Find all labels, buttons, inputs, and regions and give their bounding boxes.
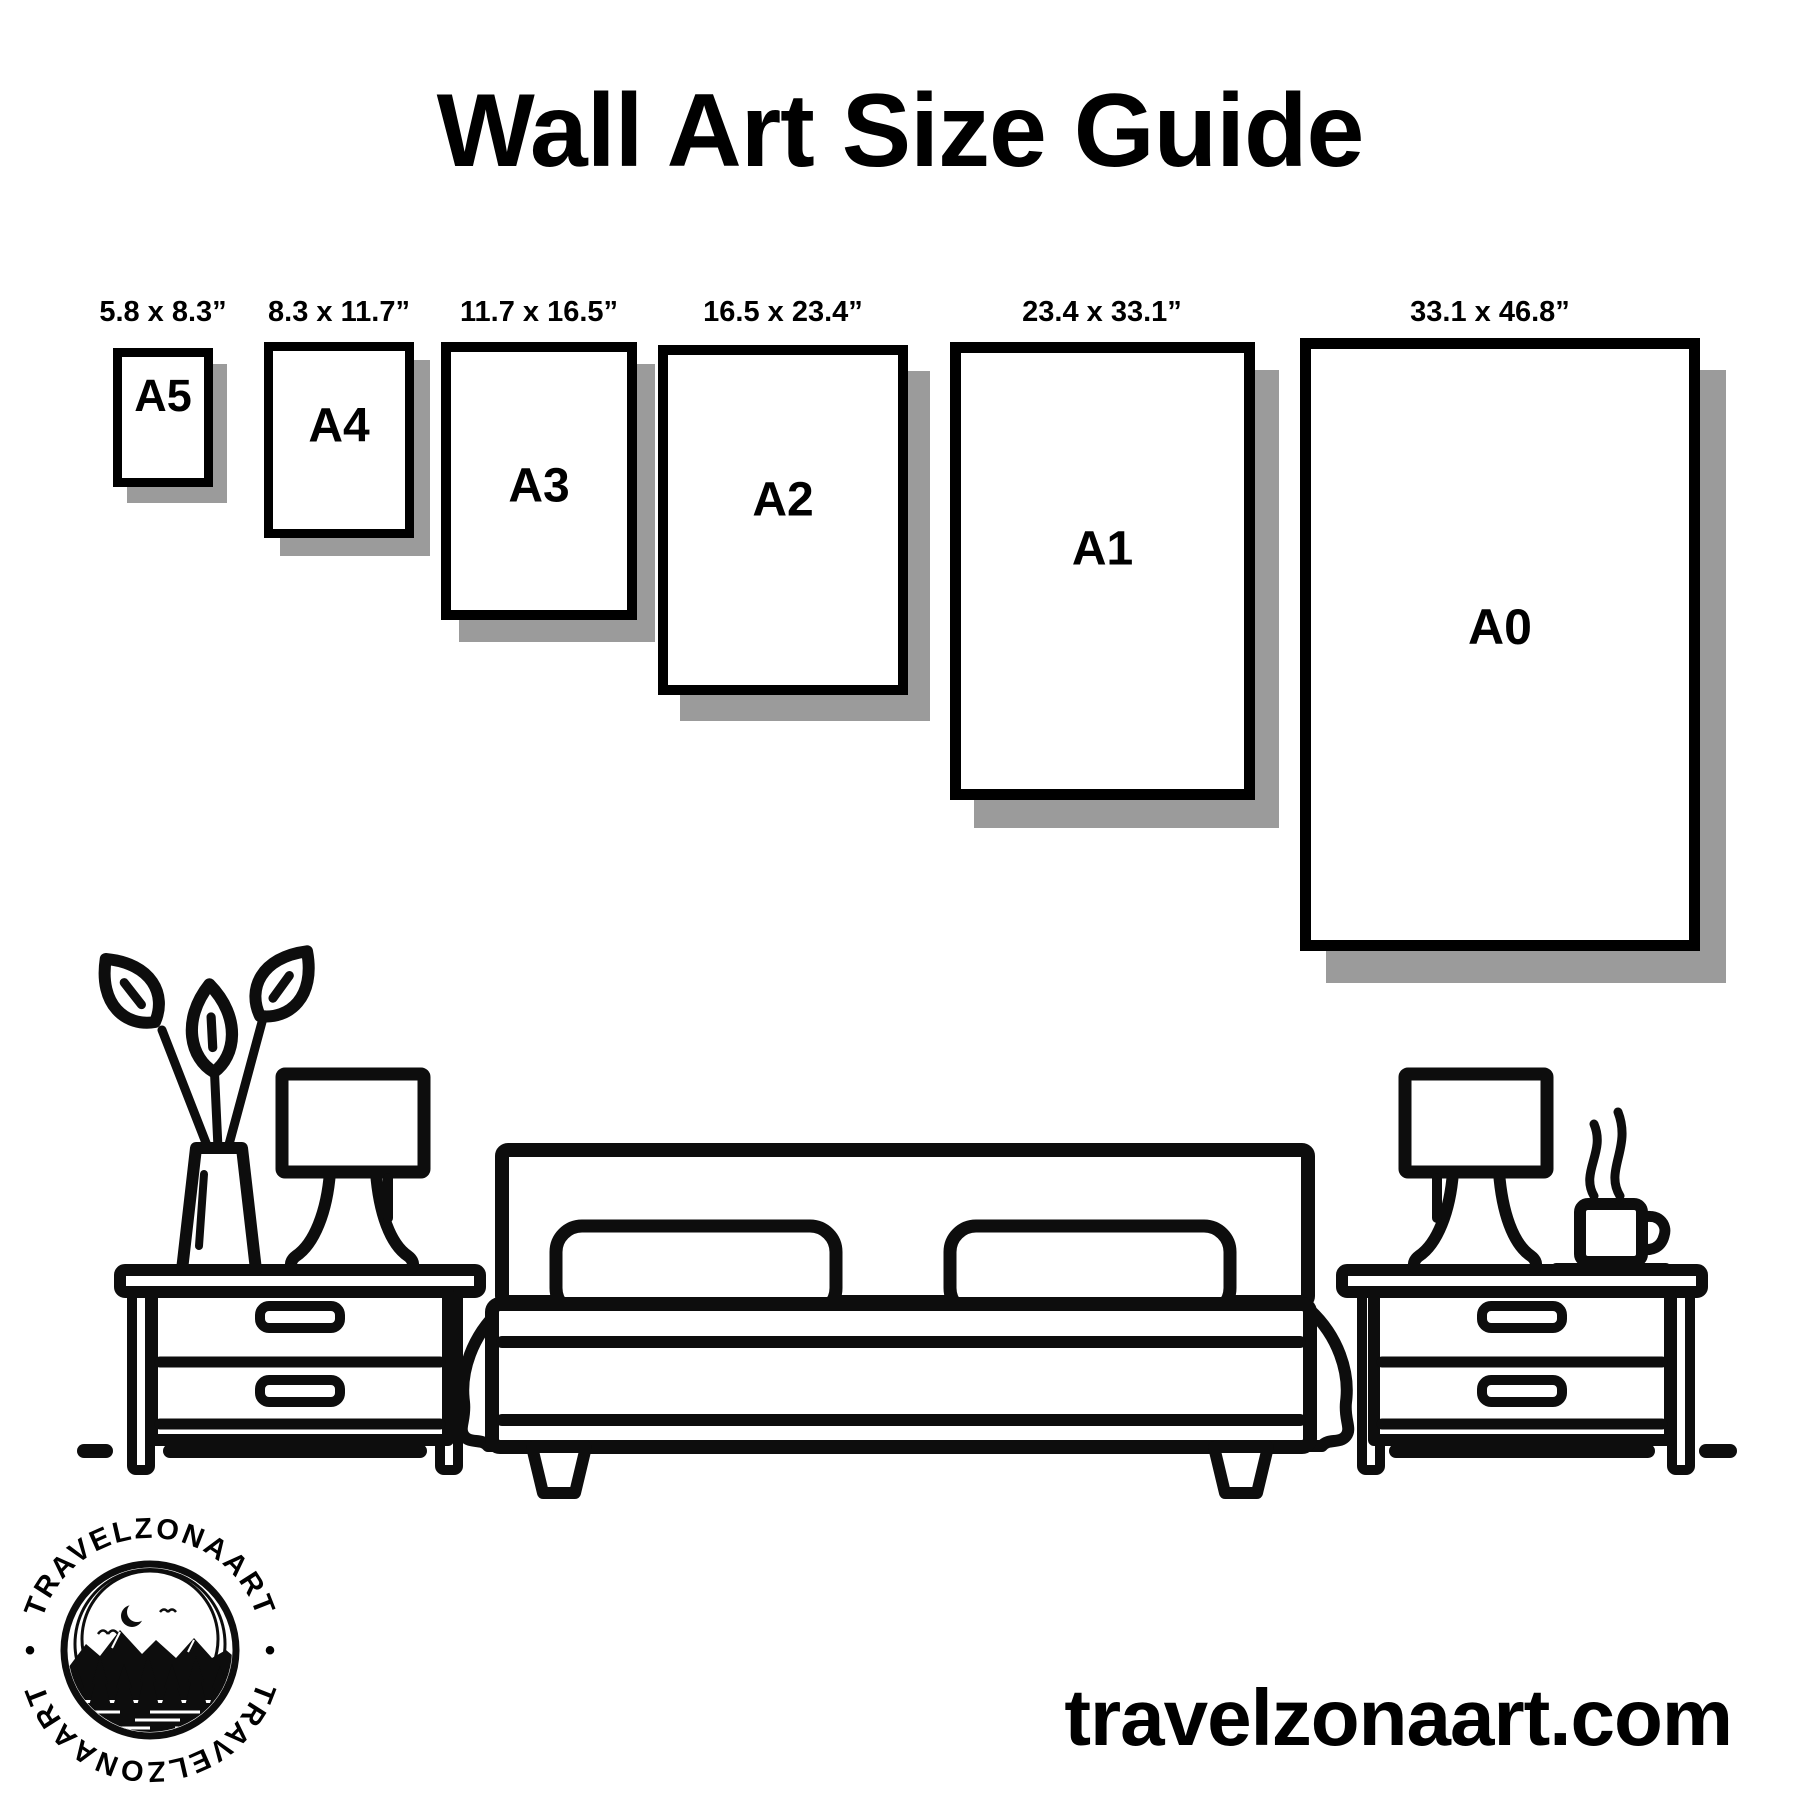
logo-separator-left: • <box>24 1634 36 1667</box>
bedroom-scene <box>0 840 1800 1520</box>
logo-text-top: TRAVELZONAART <box>18 1512 282 1622</box>
lamp-shade <box>282 1074 424 1172</box>
size-label-a3: 11.7 x 16.5” <box>459 296 619 328</box>
size-label-a5: 5.8 x 8.3” <box>99 296 227 328</box>
logo-separator-right: • <box>264 1634 276 1667</box>
bed-leg <box>532 1447 586 1493</box>
bed-leg <box>1214 1447 1268 1493</box>
logo-text-bottom: TRAVELZONAART <box>18 1678 282 1788</box>
frame-a3 <box>441 342 637 620</box>
size-label-a1: 23.4 x 33.1” <box>1022 296 1182 328</box>
brand-logo <box>0 1500 320 1800</box>
frame-a1-label: A1 <box>1071 522 1134 576</box>
drawer-handle <box>1482 1380 1562 1402</box>
drawer-handle <box>260 1306 340 1328</box>
steam-icon <box>1615 1112 1622 1196</box>
website-url: travelzonaart.com <box>1064 1673 1732 1762</box>
frame-a0-label: A0 <box>1468 598 1532 655</box>
frame-a5 <box>113 348 213 487</box>
nightstand-icon <box>1342 1270 1702 1470</box>
coffee-mug-icon <box>1556 1112 1666 1268</box>
frame-a4 <box>264 342 414 538</box>
bed-icon <box>462 1150 1349 1493</box>
size-label-a2: 16.5 x 23.4” <box>703 296 863 328</box>
table-lamp-icon <box>282 1074 424 1270</box>
frame-a5-label: A5 <box>134 369 192 421</box>
nightstand-icon <box>120 1270 480 1470</box>
frame-a2-label: A2 <box>752 473 814 527</box>
size-label-a4: 8.3 x 11.7” <box>268 296 410 328</box>
frame-a1 <box>950 342 1255 800</box>
frame-a3-label: A3 <box>508 459 570 513</box>
drawer-handle <box>1482 1306 1562 1328</box>
size-label-a0: 33.1 x 46.8” <box>1410 296 1570 328</box>
steam-icon <box>1590 1124 1598 1196</box>
frame-a4-label: A4 <box>308 399 370 453</box>
drawer-handle <box>260 1380 340 1402</box>
lamp-shade <box>1405 1074 1547 1172</box>
table-lamp-icon <box>1405 1074 1547 1270</box>
page-title: Wall Art Size Guide <box>436 73 1364 189</box>
frame-a2 <box>658 345 908 695</box>
